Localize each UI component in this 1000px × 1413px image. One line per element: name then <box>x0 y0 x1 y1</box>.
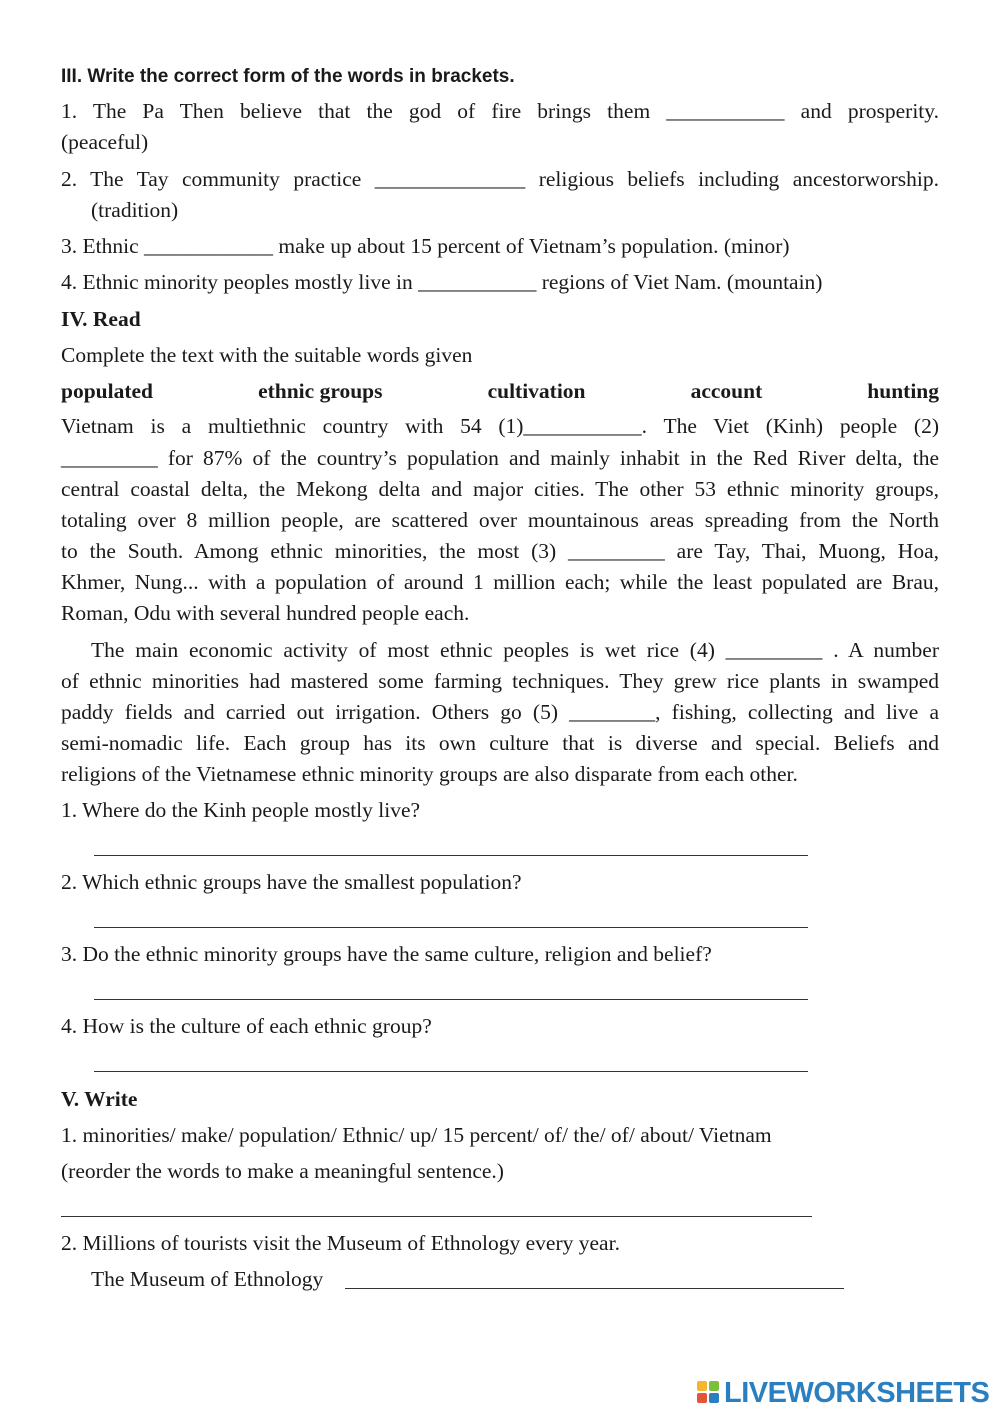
s5-item-1: 1. minorities/ make/ population/ Ethnic/ up/ 15 percent/ of/ the/ of/ about/ Vietnam <box>61 1123 772 1147</box>
liveworksheets-logo <box>697 1375 989 1411</box>
s3-item-2-line2: (tradition) <box>91 198 179 222</box>
answer-line-q4[interactable] <box>94 1071 808 1072</box>
s4-instruction: Complete the text with the suitable words given <box>61 343 473 367</box>
p1-line-1: Vietnam is a multiethnic country with 54 (1)___________. The Viet (Kinh) people (2) <box>61 414 939 438</box>
p2-line-1: The main economic activity of most ethnic peoples is wet rice (4) _________ . A number <box>91 638 939 662</box>
word-bank-item: populated <box>61 379 154 403</box>
answer-line-q1[interactable] <box>94 855 808 856</box>
s3-item-3: 3. Ethnic ____________ make up about 15 percent of Vietnam’s population. (minor) <box>61 234 790 258</box>
p1-line-5: to the South. Among ethnic minorities, the most (3) _________ are Tay, Thai, Muong, Hoa, <box>61 539 939 563</box>
p2-line-2: of ethnic minorities had mastered some farming techniques. They grew rice plants in swamped <box>61 669 939 693</box>
s5-item-1-note: (reorder the words to make a meaningful sentence.) <box>61 1159 504 1183</box>
answer-line-write-2[interactable] <box>345 1288 844 1289</box>
p1-line-2: _________ for 87% of the country’s population and mainly inhabit in the Red River delta, the <box>61 446 939 470</box>
p1-line-4: totaling over 8 million people, are scattered over mountainous areas spreading from the North <box>61 508 939 532</box>
word-bank-item: account <box>690 379 763 403</box>
section-4-heading: IV. Read <box>61 307 141 331</box>
p2-line-5: religions of the Vietnamese ethnic minority groups are also disparate from each other. <box>61 762 798 786</box>
s3-item-2-line1: 2. The Tay community practice ______________ religious beliefs including ancestorworship. <box>61 167 939 191</box>
section-5-heading: V. Write <box>61 1087 138 1111</box>
s5-item-2: 2. Millions of tourists visit the Museum of Ethnology every year. <box>61 1231 620 1255</box>
p1-line-7: Roman, Odu with several hundred people each. <box>61 601 470 625</box>
word-bank <box>61 376 939 407</box>
question-3: 3. Do the ethnic minority groups have the same culture, religion and belief? <box>61 942 712 966</box>
answer-line-q3[interactable] <box>94 999 808 1000</box>
p2-line-4: semi-nomadic life. Each group has its own culture that is diverse and special. Beliefs and <box>61 731 939 755</box>
answer-line-q2[interactable] <box>94 927 808 928</box>
answer-line-write-1[interactable] <box>61 1216 812 1217</box>
question-1: 1. Where do the Kinh people mostly live? <box>61 798 421 822</box>
s5-item-2-prompt: The Museum of Ethnology <box>91 1267 324 1291</box>
p1-line-6: Khmer, Nung... with a population of around 1 million each; while the least populated are Brau, <box>61 570 939 594</box>
question-2: 2. Which ethnic groups have the smallest population? <box>61 870 522 894</box>
s3-item-4: 4. Ethnic minority peoples mostly live in ___________ regions of Viet Nam. (mountain) <box>61 270 823 294</box>
section-3-heading: III. Write the correct form of the words in brackets. <box>61 66 515 87</box>
p2-line-3: paddy fields and carried out irrigation. Others go (5) ________, fishing, collecting and live a <box>61 700 939 724</box>
question-4: 4. How is the culture of each ethnic group? <box>61 1014 432 1038</box>
p1-line-3: central coastal delta, the Mekong delta and major cities. The other 53 ethnic minority groups, <box>61 477 939 501</box>
word-bank-item: hunting <box>867 379 939 403</box>
logo-text: LIVEWORKSHEETS <box>724 1376 990 1409</box>
liveworksheets-mark-icon <box>697 1381 721 1405</box>
word-bank-item: ethnic groups <box>258 379 383 403</box>
s3-item-1-line2: (peaceful) <box>61 130 149 154</box>
word-bank-item: cultivation <box>487 379 586 403</box>
s3-item-1-line1: 1. The Pa Then believe that the god of fire brings them ___________ and prosperity. <box>61 99 939 123</box>
